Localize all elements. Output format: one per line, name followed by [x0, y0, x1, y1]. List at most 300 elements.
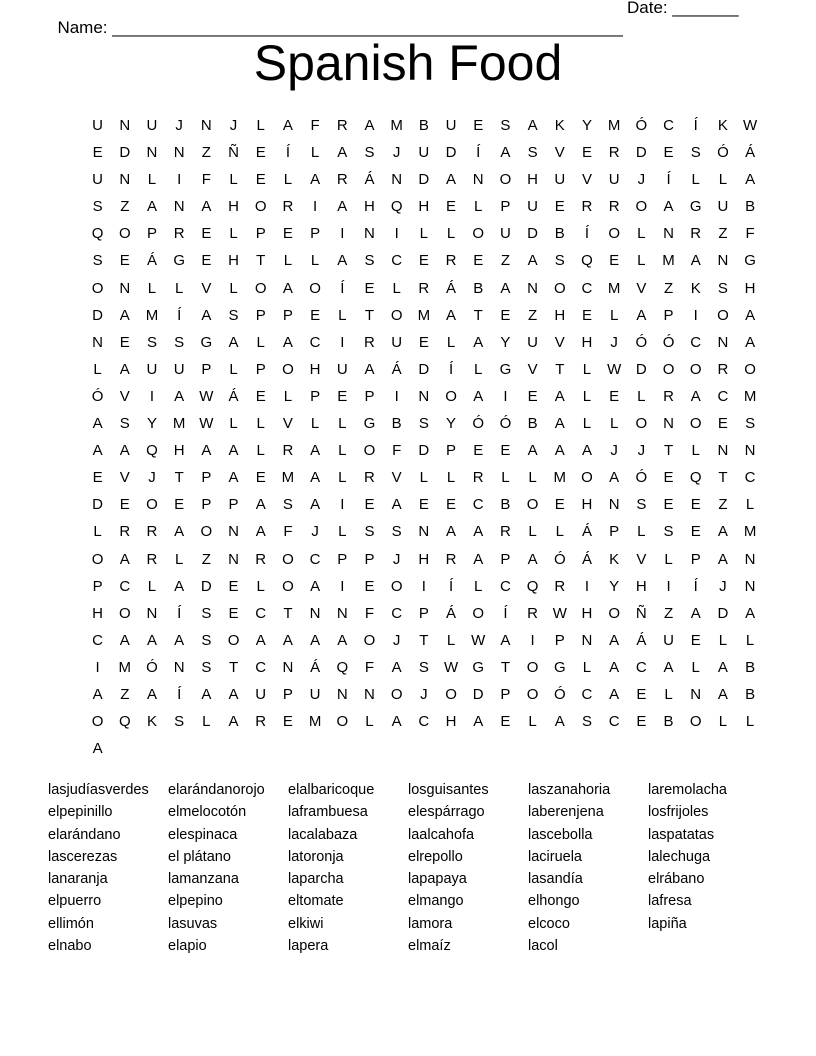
grid-letter: E: [364, 496, 375, 514]
grid-letter: A: [473, 523, 484, 541]
grid-letter: S: [527, 144, 538, 162]
grid-letter: E: [228, 604, 239, 622]
grid-letter: C: [690, 333, 702, 351]
grid-letter: A: [500, 279, 511, 297]
word-list-item: laszanahoria: [528, 782, 611, 798]
grid-letter: A: [636, 306, 647, 324]
grid-letter: E: [473, 117, 484, 134]
grid-letter: A: [446, 171, 457, 189]
grid-letter: A: [609, 469, 620, 487]
word-list-item: elespárrago: [408, 804, 485, 821]
grid-letter: G: [689, 198, 702, 216]
page-title: Spanish Food: [253, 35, 563, 91]
grid-letter: I: [666, 577, 671, 595]
grid-letter: Y: [500, 333, 511, 351]
grid-letter: I: [693, 306, 698, 324]
grid-letter: L: [229, 171, 238, 189]
grid-letter: O: [282, 577, 294, 595]
grid-letter: Í: [448, 577, 454, 595]
grid-letter: A: [446, 306, 457, 324]
grid-letter: F: [364, 604, 375, 622]
word-list-item: elpuerro: [48, 893, 102, 910]
grid-letter: G: [173, 252, 185, 270]
grid-letter: S: [228, 306, 239, 324]
word-list-item: lasuvas: [168, 915, 218, 932]
grid-letter: B: [745, 685, 756, 703]
grid-letter: J: [311, 523, 319, 541]
grid-letter: L: [229, 415, 238, 433]
grid-letter: A: [717, 685, 728, 703]
grid-letter: S: [364, 144, 375, 162]
grid-letter: D: [418, 360, 430, 378]
word-list-item: laframbuesa: [288, 804, 368, 821]
grid-letter: O: [635, 198, 648, 216]
grid-letter: O: [472, 225, 485, 243]
grid-letter: E: [663, 469, 674, 487]
grid-letter: E: [581, 144, 592, 162]
grid-letter: A: [228, 713, 239, 731]
grid-letter: J: [719, 577, 727, 595]
grid-letter: S: [636, 496, 647, 514]
grid-letter: O: [200, 523, 213, 541]
grid-letter: T: [500, 658, 510, 676]
grid-letter: U: [663, 631, 674, 649]
grid-letter: U: [255, 685, 267, 703]
grid-letter: P: [500, 685, 511, 703]
grid-letter: A: [337, 144, 348, 162]
grid-letter: E: [581, 306, 592, 324]
grid-letter: U: [92, 117, 104, 134]
grid-letter: A: [527, 252, 538, 270]
grid-letter: J: [637, 442, 646, 460]
grid-letter: E: [500, 306, 511, 324]
grid-letter: F: [392, 442, 402, 460]
grid-letter: L: [93, 523, 102, 541]
grid-letter: Á: [228, 387, 239, 405]
grid-letter: Í: [285, 144, 290, 162]
grid-letter: R: [146, 523, 158, 541]
grid-letter: H: [228, 198, 239, 216]
grid-letter: Ó: [146, 658, 158, 676]
grid-letter: D: [418, 171, 430, 189]
grid-letter: O: [717, 306, 729, 324]
grid-letter: T: [174, 469, 184, 487]
grid-letter: L: [338, 306, 347, 324]
grid-letter: A: [527, 117, 538, 134]
grid-letter: N: [418, 387, 430, 405]
word-list-item: elarándano: [48, 826, 121, 843]
grid-letter: C: [255, 604, 267, 622]
grid-letter: B: [554, 225, 565, 243]
grid-letter: O: [390, 685, 403, 703]
word-list-item: elhongo: [528, 893, 580, 910]
grid-letter: A: [745, 306, 756, 324]
grid-letter: L: [365, 713, 374, 731]
grid-letter: O: [553, 279, 566, 297]
grid-letter: P: [446, 442, 457, 460]
grid-letter: L: [283, 252, 293, 270]
grid-letter: B: [745, 658, 756, 676]
grid-letter: E: [119, 252, 130, 270]
grid-letter: L: [718, 713, 728, 731]
grid-letter: L: [229, 225, 238, 243]
grid-letter: V: [201, 279, 212, 297]
grid-letter: B: [500, 496, 511, 514]
grid-letter: L: [338, 523, 347, 541]
grid-letter: P: [255, 306, 266, 324]
grid-letter: A: [717, 523, 728, 541]
grid-letter: A: [337, 252, 348, 270]
grid-letter: U: [391, 333, 403, 351]
word-list-item: lamanzana: [168, 871, 239, 888]
grid-letter: M: [281, 469, 295, 487]
grid-letter: O: [526, 658, 539, 676]
grid-letter: J: [229, 117, 238, 134]
grid-letter: S: [391, 523, 402, 541]
grid-letter: J: [610, 442, 618, 460]
grid-letter: Ñ: [635, 604, 647, 622]
grid-letter: T: [228, 658, 239, 676]
grid-letter: S: [554, 252, 565, 270]
grid-letter: A: [201, 306, 212, 324]
grid-letter: R: [499, 523, 511, 541]
grid-letter: L: [229, 279, 238, 297]
grid-letter: L: [147, 171, 157, 189]
grid-letter: S: [581, 713, 592, 731]
grid-letter: Q: [336, 658, 349, 676]
grid-letter: T: [555, 360, 565, 378]
grid-letter: B: [745, 198, 756, 216]
grid-letter: U: [146, 360, 158, 378]
grid-letter: S: [418, 658, 429, 676]
grid-letter: A: [473, 387, 484, 405]
grid-letter: A: [473, 550, 484, 568]
grid-letter: O: [635, 415, 648, 433]
grid-letter: L: [664, 550, 673, 568]
grid-letter: J: [175, 117, 183, 134]
grid-letter: N: [228, 523, 239, 541]
grid-letter: A: [282, 631, 293, 649]
grid-letter: C: [92, 631, 104, 649]
grid-letter: H: [635, 577, 647, 595]
grid-letter: A: [690, 604, 701, 622]
grid-letter: Ó: [635, 117, 648, 134]
grid-letter: O: [282, 360, 294, 378]
grid-letter: E: [337, 387, 348, 405]
grid-letter: N: [472, 171, 484, 189]
grid-letter: R: [717, 360, 729, 378]
grid-letter: S: [201, 631, 212, 649]
grid-letter: N: [119, 171, 131, 189]
grid-letter: N: [309, 604, 321, 622]
grid-letter: A: [174, 577, 185, 595]
grid-letter: V: [554, 333, 565, 351]
grid-letter: A: [745, 333, 756, 351]
grid-letter: S: [174, 333, 185, 351]
grid-letter: K: [609, 550, 620, 568]
grid-letter: H: [581, 333, 593, 351]
grid-letter: L: [555, 523, 564, 541]
word-list-item: eltomate: [288, 893, 344, 910]
grid-letter: R: [255, 550, 267, 568]
grid-letter: A: [119, 306, 130, 324]
grid-letter: L: [637, 252, 646, 270]
grid-letter: J: [392, 144, 401, 162]
grid-letter: L: [691, 442, 700, 460]
word-list-item: elmelocotón: [168, 804, 247, 821]
grid-letter: Q: [581, 252, 593, 270]
grid-letter: O: [472, 604, 485, 622]
grid-letter: P: [255, 225, 266, 243]
grid-letter: N: [92, 333, 104, 351]
grid-letter: T: [663, 442, 674, 460]
grid-letter: L: [283, 171, 293, 189]
grid-letter: E: [663, 496, 674, 514]
grid-letter: R: [418, 279, 430, 297]
word-list-item: laremolacha: [648, 782, 727, 798]
grid-letter: L: [637, 225, 646, 243]
grid-letter: A: [310, 496, 321, 514]
grid-letter: E: [527, 387, 538, 405]
word-list-item: elalbaricoque: [288, 782, 375, 798]
grid-letter: W: [443, 658, 459, 676]
grid-letter: V: [391, 469, 402, 487]
grid-letter: G: [744, 252, 756, 270]
grid-letter: Z: [663, 604, 674, 622]
grid-letter: W: [743, 117, 758, 134]
grid-letter: N: [200, 117, 212, 134]
grid-letter: N: [364, 225, 375, 243]
grid-letter: L: [202, 713, 211, 731]
grid-letter: A: [228, 442, 239, 460]
grid-letter: E: [255, 144, 266, 162]
grid-letter: N: [173, 198, 185, 216]
grid-letter: L: [582, 387, 592, 405]
grid-letter: A: [745, 171, 756, 189]
grid-letter: P: [92, 577, 103, 595]
grid-letter: L: [310, 144, 320, 162]
grid-letter: Z: [528, 306, 538, 324]
grid-letter: A: [337, 198, 348, 216]
grid-letter: L: [338, 469, 347, 487]
grid-letter: O: [526, 496, 539, 514]
word-list-item: elcoco: [528, 915, 570, 932]
name-field: Name: ______________________________________________________: [57, 18, 623, 37]
grid-letter: I: [340, 225, 345, 243]
grid-letter: H: [445, 713, 457, 731]
grid-letter: S: [201, 658, 212, 676]
grid-letter: H: [418, 550, 430, 568]
grid-letter: O: [309, 279, 321, 297]
grid-letter: L: [310, 415, 320, 433]
grid-letter: S: [364, 523, 375, 541]
grid-letter: Q: [91, 225, 104, 243]
word-list-item: elrábano: [648, 871, 705, 888]
grid-letter: A: [609, 685, 620, 703]
grid-letter: L: [256, 415, 265, 433]
grid-letter: A: [119, 631, 130, 649]
grid-letter: C: [608, 713, 620, 731]
grid-letter: R: [119, 523, 131, 541]
grid-letter: Í: [340, 279, 345, 297]
grid-letter: U: [309, 685, 321, 703]
grid-letter: O: [91, 713, 104, 731]
grid-letter: A: [119, 442, 130, 460]
grid-letter: R: [554, 577, 566, 595]
grid-letter: L: [718, 171, 728, 189]
grid-letter: R: [364, 469, 375, 487]
grid-letter: I: [177, 171, 182, 189]
grid-letter: D: [119, 144, 131, 162]
grid-letter: C: [717, 387, 729, 405]
grid-letter: R: [663, 387, 674, 405]
word-list-item: lascerezas: [48, 848, 118, 865]
grid-letter: A: [146, 198, 157, 216]
grid-letter: Í: [666, 171, 671, 189]
grid-letter: A: [228, 469, 239, 487]
grid-letter: N: [282, 658, 294, 676]
grid-letter: Ó: [91, 387, 104, 405]
grid-letter: Z: [718, 225, 728, 243]
grid-letter: O: [526, 685, 539, 703]
grid-letter: A: [663, 198, 674, 216]
grid-letter: K: [146, 713, 157, 731]
grid-letter: I: [394, 387, 399, 405]
grid-letter: N: [690, 685, 702, 703]
grid-letter: R: [146, 550, 158, 568]
word-list-item: lafresa: [648, 893, 692, 910]
date-field: Date: _______: [627, 0, 739, 17]
grid-letter: Í: [177, 604, 182, 622]
grid-letter: B: [473, 279, 484, 297]
word-list-item: elkiwi: [288, 915, 324, 932]
grid-letter: A: [745, 604, 756, 622]
grid-letter: L: [637, 387, 646, 405]
grid-letter: L: [392, 279, 401, 297]
grid-letter: H: [744, 279, 756, 297]
grid-letter: Ó: [553, 685, 566, 703]
grid-letter: L: [446, 631, 456, 649]
grid-letter: E: [282, 713, 293, 731]
grid-letter: V: [581, 171, 592, 189]
grid-letter: S: [282, 496, 293, 514]
grid-letter: N: [228, 550, 239, 568]
grid-letter: A: [282, 279, 293, 297]
grid-letter: L: [474, 198, 483, 216]
grid-letter: L: [256, 333, 265, 351]
grid-letter: O: [146, 496, 158, 514]
grid-letter: M: [308, 713, 322, 731]
grid-letter: A: [201, 198, 212, 216]
grid-letter: O: [445, 387, 457, 405]
grid-letter: N: [581, 631, 593, 649]
grid-letter: O: [282, 550, 294, 568]
grid-letter: A: [581, 442, 592, 460]
grid-letter: P: [500, 550, 511, 568]
grid-letter: C: [581, 685, 593, 703]
grid-letter: J: [420, 685, 428, 703]
grid-letter: O: [91, 550, 104, 568]
grid-letter: A: [174, 387, 185, 405]
grid-letter: Y: [446, 415, 457, 433]
grid-letter: L: [419, 225, 429, 243]
grid-letter: E: [690, 631, 701, 649]
grid-letter: L: [609, 415, 619, 433]
grid-letter: L: [174, 279, 184, 297]
grid-letter: Í: [503, 604, 508, 622]
grid-letter: D: [92, 496, 104, 514]
grid-letter: Á: [745, 144, 756, 162]
grid-letter: Á: [146, 252, 157, 270]
grid-letter: Q: [118, 713, 131, 731]
grid-letter: N: [173, 658, 185, 676]
grid-letter: R: [445, 550, 457, 568]
grid-letter: L: [664, 685, 673, 703]
word-list-item: lasandía: [528, 871, 583, 888]
grid-letter: O: [689, 713, 702, 731]
grid-letter: M: [662, 252, 675, 270]
grid-letter: M: [118, 658, 132, 676]
grid-letter: Á: [310, 658, 321, 676]
grid-letter: R: [608, 144, 620, 162]
grid-letter: N: [717, 442, 729, 460]
grid-letter: G: [200, 333, 213, 351]
word-list-item: laberenjena: [528, 804, 604, 821]
grid-letter: O: [254, 198, 267, 216]
grid-letter: A: [255, 496, 266, 514]
grid-letter: E: [446, 198, 457, 216]
grid-letter: Á: [391, 360, 402, 378]
grid-letter: N: [527, 279, 539, 297]
grid-letter: N: [146, 604, 158, 622]
grid-letter: N: [364, 685, 375, 703]
letter-grid: [84, 112, 764, 762]
grid-letter: E: [473, 442, 484, 460]
grid-letter: D: [527, 225, 539, 243]
grid-letter: G: [363, 415, 376, 433]
grid-letter: O: [254, 279, 267, 297]
grid-letter: U: [445, 117, 457, 134]
grid-letter: W: [471, 631, 486, 649]
grid-letter: P: [310, 387, 321, 405]
grid-letter: S: [690, 144, 701, 162]
grid-letter: Í: [177, 685, 182, 703]
grid-letter: A: [473, 333, 484, 351]
grid-letter: I: [421, 577, 426, 595]
grid-letter: N: [663, 415, 674, 433]
grid-letter: M: [743, 387, 757, 405]
grid-letter: P: [201, 496, 212, 514]
grid-letter: A: [310, 171, 321, 189]
grid-letter: M: [743, 523, 757, 541]
grid-letter: Ñ: [228, 144, 239, 162]
grid-letter: O: [445, 685, 457, 703]
grid-letter: A: [473, 713, 484, 731]
grid-letter: E: [310, 306, 321, 324]
grid-letter: A: [364, 360, 375, 378]
grid-letter: L: [691, 171, 700, 189]
grid-letter: S: [663, 523, 674, 541]
grid-letter: I: [95, 658, 100, 676]
grid-letter: U: [418, 144, 430, 162]
grid-letter: C: [391, 604, 403, 622]
grid-letter: Y: [581, 117, 592, 134]
word-list-item: el plátano: [168, 848, 231, 865]
grid-letter: V: [636, 550, 647, 568]
grid-letter: Z: [718, 496, 728, 514]
grid-letter: E: [174, 496, 185, 514]
grid-letter: S: [717, 279, 728, 297]
